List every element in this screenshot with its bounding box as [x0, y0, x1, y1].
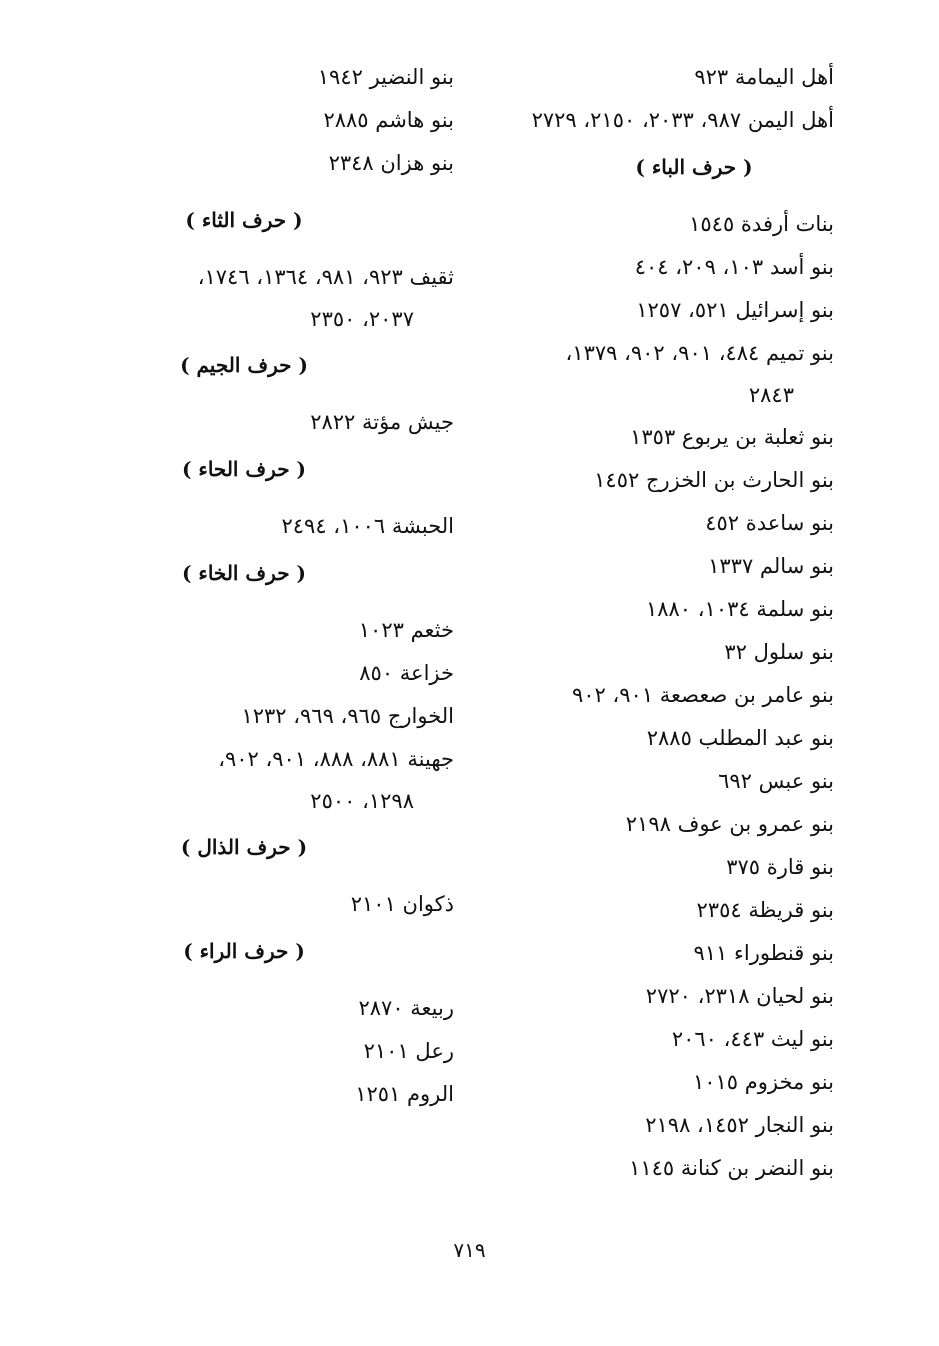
index-entry: بنو عمرو بن عوف ٢١٩٨	[625, 812, 834, 836]
index-entry: ذكوان ٢١٠١	[350, 892, 454, 916]
index-entry: بنو ثعلبة بن يربوع ١٣٥٣	[630, 425, 834, 449]
index-entry-continuation: ٢٠٣٧، ٢٣٥٠	[310, 307, 414, 331]
index-entry: بنو الحارث بن الخزرج ١٤٥٢	[594, 468, 834, 492]
left-column	[84, 56, 454, 1116]
index-entry: بنو سالم ١٣٣٧	[708, 554, 834, 578]
index-entry: أهل اليمن ٩٨٧، ٢٠٣٣، ٢١٥٠، ٢٧٢٩	[531, 108, 834, 132]
index-entry: الحبشة ١٠٠٦، ٢٤٩٤	[281, 514, 454, 538]
index-entry: بنو لحيان ٢٣١٨، ٢٧٢٠	[645, 984, 834, 1008]
section-heading-jeem: ( حرف الجيم )	[180, 353, 308, 377]
section-heading-khaa: ( حرف الخاء )	[181, 561, 306, 585]
index-entry: بنو إسرائيل ٥٢١، ١٢٥٧	[636, 298, 834, 322]
section-heading-thaa: ( حرف الثاء )	[185, 208, 303, 232]
index-entry: بنو أسد ١٠٣، ٢٠٩، ٤٠٤	[634, 255, 834, 279]
index-entry: بنو سلول ٣٢	[724, 640, 834, 664]
index-entry-continuation: ١٢٩٨، ٢٥٠٠	[310, 789, 414, 813]
index-entry: الخوارج ٩٦٥، ٩٦٩، ١٢٣٢	[241, 704, 454, 728]
section-heading-haa: ( حرف الحاء )	[181, 457, 306, 481]
index-entry: بنو النضر بن كنانة ١١٤٥	[629, 1156, 834, 1180]
section-heading-raa: ( حرف الراء )	[183, 939, 305, 963]
index-entry: خثعم ١٠٢٣	[358, 618, 454, 642]
index-entry	[84, 256, 454, 340]
index-entry: بنو عامر بن صعصعة ٩٠١، ٩٠٢	[571, 683, 834, 707]
index-entry: بنو ليث ٤٤٣، ٢٠٦٠	[671, 1027, 834, 1051]
index-entry: بنو النجار ١٤٥٢، ٢١٩٨	[645, 1113, 834, 1137]
index-entry: بنو قارة ٣٧٥	[726, 855, 834, 879]
index-entry: بنو عبد المطلب ٢٨٨٥	[646, 726, 834, 750]
index-entry: جيش مؤتة ٢٨٢٢	[310, 410, 454, 434]
section-heading-thal: ( حرف الذال )	[180, 835, 308, 859]
index-entry: بنو قنطوراء ٩١١	[693, 941, 834, 965]
index-entry: بنو عبس ٦٩٢	[718, 769, 834, 793]
index-entry: بنات أرفدة ١٥٤٥	[689, 212, 834, 236]
index-entry: رعل ٢١٠١	[363, 1039, 454, 1063]
index-entry: الروم ١٢٥١	[355, 1082, 454, 1106]
index-entry: بنو هزان ٢٣٤٨	[328, 151, 454, 175]
index-entry	[84, 738, 454, 822]
section-heading-baa: ( حرف الباء )	[635, 155, 753, 179]
index-entry: أهل اليمامة ٩٢٣	[694, 65, 834, 89]
index-entry-continuation: ٢٨٤٣	[748, 383, 794, 407]
index-entry: بنو هاشم ٢٨٨٥	[323, 108, 454, 132]
index-entry: بنو مخزوم ١٠١٥	[692, 1070, 834, 1094]
index-entry	[474, 332, 834, 416]
page-number: ٧١٩	[453, 1238, 486, 1262]
index-entry: ربيعة ٢٨٧٠	[358, 996, 454, 1020]
index-entry: بنو سلمة ١٠٣٤، ١٨٨٠	[645, 597, 834, 621]
index-entry: بنو قريظة ٢٣٥٤	[696, 898, 834, 922]
index-entry: بنو ساعدة ٤٥٢	[705, 511, 834, 535]
index-entry-text: جهينة ٨٨١، ٨٨٨، ٩٠١، ٩٠٢،	[218, 747, 454, 771]
right-column	[474, 56, 834, 1190]
index-entry: بنو النضير ١٩٤٢	[317, 65, 454, 89]
index-entry-text: ثقيف ٩٢٣، ٩٨١، ١٣٦٤، ١٧٤٦،	[197, 265, 454, 289]
index-entry: خزاعة ٨٥٠	[359, 661, 454, 685]
index-entry-text: بنو تميم ٤٨٤، ٩٠١، ٩٠٢، ١٣٧٩،	[565, 341, 834, 365]
